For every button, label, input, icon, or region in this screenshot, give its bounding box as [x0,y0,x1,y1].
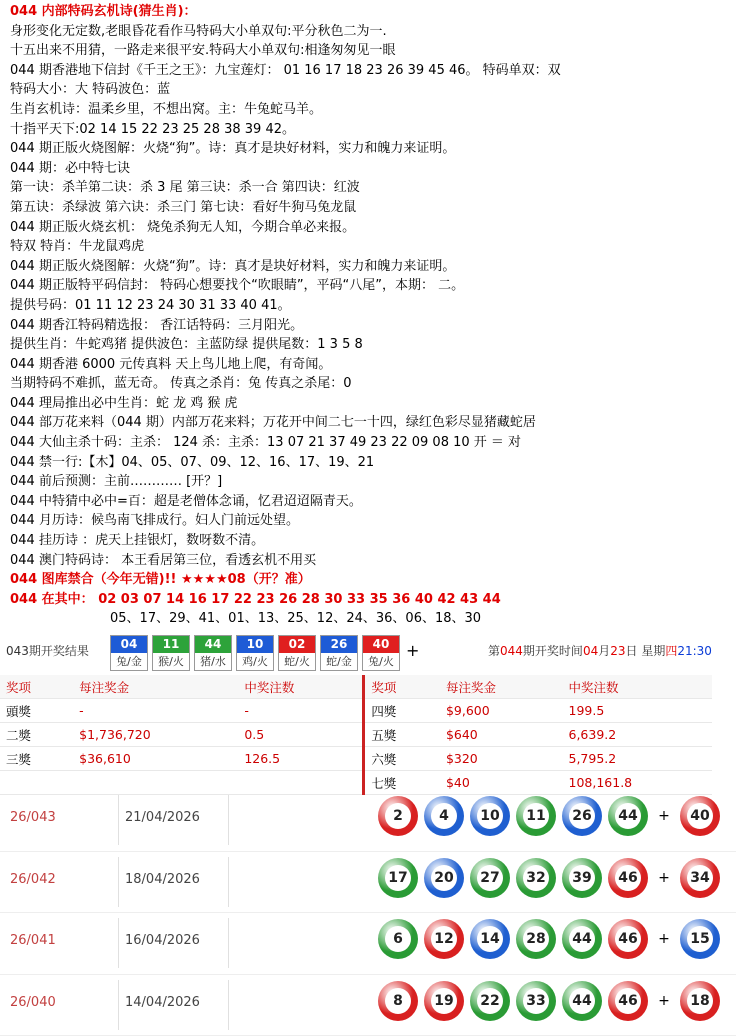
lottery-ball [470,796,510,836]
ball-number: 17 [385,865,411,891]
ball-number: 27 [477,865,503,891]
prize-cell: 六獎 [364,747,440,771]
text-line: 十五出来不用猜，一路走来很平安.特码大小单双句:相逢匆匆见一眼 [10,41,732,61]
text-line: 身形变化无定数,老眼昏花看作马特码大小单双句:平分秋色二为一. [10,22,732,42]
prize-cell: $40 [440,771,563,795]
plus-sign: + [654,808,674,824]
divider [228,795,229,845]
plus-sign: + [654,931,674,947]
lottery-ball [470,919,510,959]
prize-cell: $9,600 [440,699,563,723]
lottery-ball [378,796,418,836]
ball-number: 44 [569,926,595,952]
text-line: 提供生肖：牛蛇鸡猪 提供波色：主蓝防绿 提供尾数：1 3 5 8 [10,335,732,355]
lottery-ball [680,858,720,898]
result-ball [236,635,274,671]
lottery-ball [608,981,648,1021]
text-line: 特双 特肖：牛龙鼠鸡虎 [10,237,732,257]
text-line: 044 期香港地下信封《千王之王》：九宝莲灯： 01 16 17 18 23 26 39 45 46。 特码单双：双 [10,61,732,81]
ball-number: 8 [385,988,411,1014]
draw-balls [378,981,726,1021]
ball-number: 32 [523,865,549,891]
ball-number: 20 [431,865,457,891]
result-ball-number: 02 [279,636,315,653]
divider [118,980,119,1030]
text-line: 044 澳门特码诗： 本王看居第三位，看透玄机不用买 [10,551,732,571]
draw-date: 18/04/2026 [125,872,200,887]
text-line: 044 挂历诗 ：虎天上挂银灯，数呀数不清。 [10,531,732,551]
lottery-ball [470,981,510,1021]
prize-cell: $640 [440,723,563,747]
prize-cell: - [238,699,364,723]
text-line: 044 期正版火烧图解：火烧“狗”。诗：真才是块好材料，实力和魄力来证明。 [10,139,732,159]
result-ball [278,635,316,671]
divider [228,918,229,968]
result-ball-zodiac: 猪/水 [195,653,231,670]
text-line: 044 期香港 6000 元传真料 天上鸟儿地上爬，有奇闻。 [10,355,732,375]
result-ball-zodiac: 猴/火 [153,653,189,670]
ball-number: 15 [687,926,713,952]
lottery-ball [378,919,418,959]
text-line: 05、17、29、41、01、13、25、12、24、36、06、18、30 [10,609,732,629]
prize-header: 每注奖金 [73,675,238,699]
ball-number: 14 [477,926,503,952]
prize-cell: 七獎 [364,771,440,795]
prize-header: 每注奖金 [440,675,563,699]
prize-cell: 二獎 [0,723,73,747]
ball-number: 46 [615,988,641,1014]
draw-date: 14/04/2026 [125,995,200,1010]
prize-cell: 四獎 [364,699,440,723]
result-ball [320,635,358,671]
text-line: 044 在其中： 02 03 07 14 16 17 22 23 26 28 30 33 35 36 40 42 43 44 [10,590,732,610]
divider [118,857,119,907]
ball-number: 39 [569,865,595,891]
lottery-ball [562,919,602,959]
plus-sign: + [654,993,674,1009]
draw-period: 26/043 [10,810,56,825]
result-ball-zodiac: 蛇/金 [321,653,357,670]
lottery-ball [424,981,464,1021]
prize-cell: $320 [440,747,563,771]
result-ball [152,635,190,671]
text-line: 044 月历诗：候鸟南飞排成行。妇人门前远处望。 [10,511,732,531]
prize-cell: 108,161.8 [563,771,713,795]
ball-number: 26 [569,803,595,829]
divider [228,857,229,907]
draw-balls [378,796,726,836]
text-line: 特码大小：大 特码波色：蓝 [10,80,732,100]
table-row [0,723,712,747]
prize-cell: 0.5 [238,723,364,747]
text-line: 044 期正版火烧图解：火烧“狗”。诗：真才是块好材料，实力和魄力来证明。 [10,257,732,277]
prize-header: 中奖注数 [563,675,713,699]
prize-table [0,675,712,795]
prize-cell: 頭獎 [0,699,73,723]
ball-number: 33 [523,988,549,1014]
ball-number: 22 [477,988,503,1014]
lottery-ball [516,796,556,836]
draw-row [0,790,736,852]
text-line: 生肖玄机诗：温柔乡里，不想出窝。主：牛兔蛇马羊。 [10,100,732,120]
result-ball-number: 26 [321,636,357,653]
draw-period: 26/042 [10,872,56,887]
ball-number: 12 [431,926,457,952]
prize-cell: 五獎 [364,723,440,747]
prize-header: 奖项 [0,675,73,699]
ball-number: 34 [687,865,713,891]
prize-cell: 199.5 [563,699,713,723]
divider [118,918,119,968]
lottery-ball [680,796,720,836]
result-ball-zodiac: 蛇/火 [279,653,315,670]
ball-number: 40 [687,803,713,829]
text-line: 提供号码：01 11 12 23 24 30 31 33 40 41。 [10,296,732,316]
draw-date: 16/04/2026 [125,933,200,948]
prize-header: 奖项 [364,675,440,699]
lottery-ball [378,981,418,1021]
lottery-ball [516,981,556,1021]
text-line: 044 内部特码玄机诗(猜生肖)： [10,2,732,22]
lottery-ball [562,858,602,898]
text-line: 044 期正版火烧玄机： 烧兔杀狗无人知，今期合单必来报。 [10,218,732,238]
prize-cell: 5,795.2 [563,747,713,771]
ball-number: 46 [615,926,641,952]
lottery-ball [562,981,602,1021]
ball-number: 6 [385,926,411,952]
draw-balls [378,919,726,959]
prize-cell: $1,736,720 [73,723,238,747]
ball-number: 28 [523,926,549,952]
lottery-ball [680,919,720,959]
prize-cell: 6,639.2 [563,723,713,747]
text-line: 044 禁一行:【木】04、05、07、09、12、16、17、19、21 [10,453,732,473]
text-line: 044 期香江特码精选报： 香江话特码：三月阳光。 [10,316,732,336]
draw-period: 26/041 [10,933,56,948]
text-line: 044 期：必中特七诀 [10,159,732,179]
lottery-ball [608,796,648,836]
draw-history [0,790,736,1036]
draw-row [0,913,736,975]
draw-balls [378,858,726,898]
ball-number: 44 [569,988,595,1014]
result-bar [0,633,736,671]
result-balls [110,635,404,671]
lottery-ball [608,858,648,898]
ball-number: 46 [615,865,641,891]
text-line: 044 期正版特平码信封： 特码心想要找个“吹眼睛”，平码“八尾”，本期： 二。 [10,276,732,296]
lottery-ball [378,858,418,898]
lottery-ball [424,858,464,898]
text-line: 第一诀：杀羊第二诀：杀 3 尾 第三诀：杀一合 第四诀：红波 [10,178,732,198]
lottery-ball [680,981,720,1021]
result-ball-number: 44 [195,636,231,653]
ball-number: 10 [477,803,503,829]
lottery-ball [470,858,510,898]
result-ball-number: 04 [111,636,147,653]
ball-number: 44 [615,803,641,829]
result-ball-zodiac: 兔/金 [111,653,147,670]
prize-cell: - [73,699,238,723]
lottery-ball [562,796,602,836]
result-ball [110,635,148,671]
lottery-ball [424,796,464,836]
divider [118,795,119,845]
ball-number: 18 [687,988,713,1014]
ball-number: 19 [431,988,457,1014]
lottery-ball [516,919,556,959]
next-draw-info: 第044期开奖时间04月23日 星期四21:30 [488,642,712,659]
text-line: 044 大仙主杀十码：主杀： 124 杀：主杀：13 07 21 37 49 23 22 09 08 10 开 ＝ 对 [10,433,732,453]
prize-cell: 三獎 [0,747,73,771]
text-line: 第五诀：杀绿波 第六诀：杀三门 第七诀：看好牛狗马兔龙鼠 [10,198,732,218]
prize-cell: 126.5 [238,747,364,771]
ball-number: 2 [385,803,411,829]
result-ball-number: 10 [237,636,273,653]
text-line: 044 理局推出必中生肖：蛇 龙 鸡 猴 虎 [10,394,732,414]
prize-header: 中奖注数 [238,675,364,699]
text-lines [10,2,732,629]
text-line: 044 部万花来料（044 期）内部万花来料；万花开中间二七一十四，绿红色彩尽显猪藏蛇居 [10,413,732,433]
result-ball-zodiac: 鸡/火 [237,653,273,670]
draw-row [0,852,736,914]
lottery-ball [516,858,556,898]
result-ball [194,635,232,671]
draw-row [0,975,736,1036]
result-ball-number: 40 [363,636,399,653]
ball-number: 11 [523,803,549,829]
prize-cell: $36,610 [73,747,238,771]
text-line: 044 图库禁合（今年无错)!! ★★★★08（开？准） [10,570,732,590]
result-ball-number: 11 [153,636,189,653]
text-line: 十指平天下:02 14 15 22 23 25 28 38 39 42。 [10,120,732,140]
ball-number: 4 [431,803,457,829]
table-row [0,747,712,771]
text-line: 当期特码不难抓，蓝无奇。 传真之杀肖：兔 传真之杀尾：0 [10,374,732,394]
result-ball [362,635,400,671]
result-label: 043期开奖结果 [6,642,89,659]
table-row [0,699,712,723]
draw-period: 26/040 [10,995,56,1010]
result-ball-zodiac: 兔/火 [363,653,399,670]
text-line: 044 中特猜中必中=百：超是老僧体念诵，忆君迢迢隔青天。 [10,492,732,512]
text-line: 044 前后预测：主前………… [开？] [10,472,732,492]
plus-sign: + [406,641,419,660]
draw-date: 21/04/2026 [125,810,200,825]
plus-sign: + [654,870,674,886]
lottery-ball [424,919,464,959]
divider [228,980,229,1030]
lottery-ball [608,919,648,959]
